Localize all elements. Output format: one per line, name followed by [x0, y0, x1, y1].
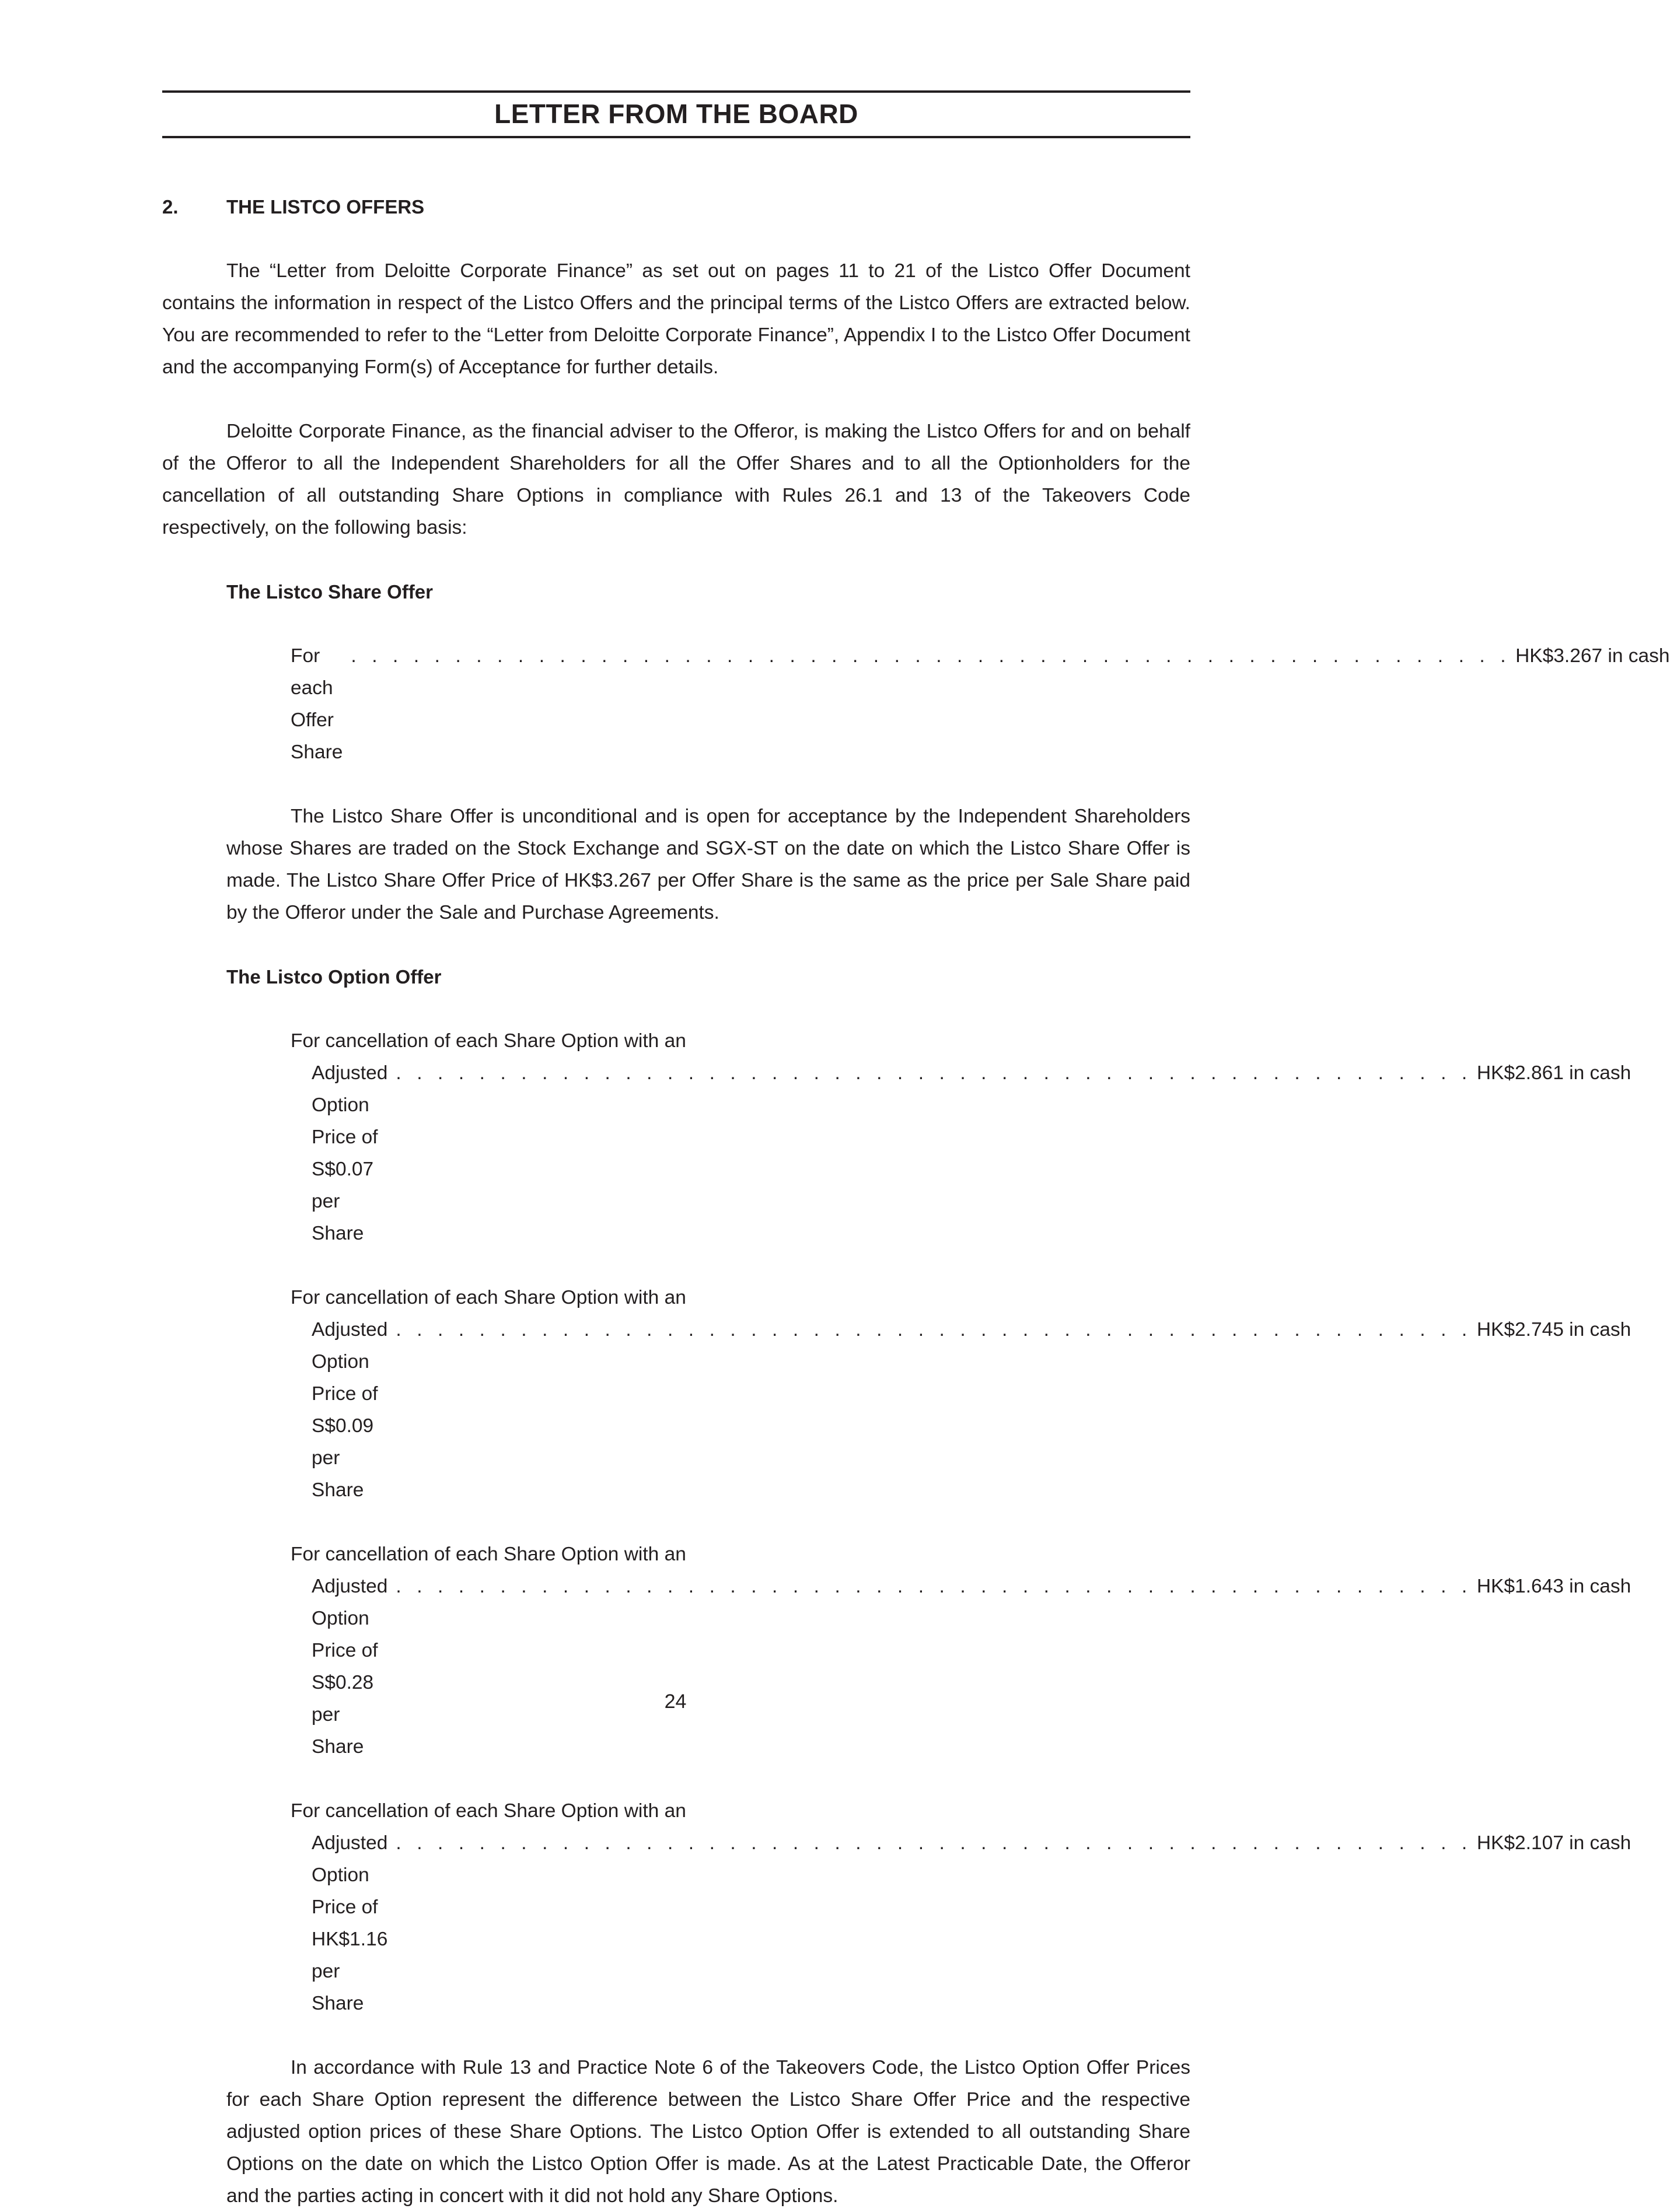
dot-leader: . . . . . . . . . . . . . . . . . . . . . . . . . . . . . . . . . . . . . . . . . . . . . . . . . . . . [396, 1576, 1472, 1597]
intro-paragraph: The “Letter from Deloitte Corporate Finance” as set out on pages 11 to 21 of the Listco Offer Document contains the information in respect of the Listco Offers and the principal terms of the Listco Offers are extracted below. You are recommended to refer to the “Letter from Deloitte Corporate Finance”, Appendix I to the Listco Offer Document and the accompanying Form(s) of Acceptance for further details. [162, 260, 1190, 378]
page-header-title: LETTER FROM THE BOARD [494, 99, 858, 129]
option-row-amount: HK$2.745 in cash [1476, 1319, 1631, 1340]
page-number: 24 [664, 1690, 687, 1713]
option-row-line2 [291, 1314, 1631, 1506]
option-offer-row [291, 1538, 1631, 1763]
dot-leader: . . . . . . . . . . . . . . . . . . . . . . . . . . . . . . . . . . . . . . . . . . . . . . . . . . . . [396, 1319, 1472, 1340]
option-offer-paragraph: In accordance with Rule 13 and Practice Note 6 of the Takeovers Code, the Listco Option Offer Prices for each Share Option represent the difference between the Listco Share Offer Price and the respective adjusted option prices of these Share Options. The Listco Option Offer is extended to all outstanding Share Options on the date on which the Listco Option Offer is made. As at the Latest Practicable Date, the Offeror and the parties acting in concert with it did not hold any Share Options. [226, 2057, 1190, 2207]
option-row-price: Adjusted Option Price of S$0.09 per Share [312, 1319, 388, 1501]
share-offer-amount: HK$3.267 in cash [1515, 645, 1670, 667]
section-title: THE LISTCO OFFERS [226, 196, 425, 218]
dot-leader: . . . . . . . . . . . . . . . . . . . . . . . . . . . . . . . . . . . . . . . . . . . . . . . . . . . . [396, 1062, 1472, 1084]
option-offer-heading: The Listco Option Offer [226, 966, 442, 988]
share-offer-heading: The Listco Share Offer [226, 581, 433, 603]
option-offer-row [291, 1025, 1631, 1250]
option-row-line1: For cancellation of each Share Option with an [291, 1030, 686, 1052]
option-row-price: Adjusted Option Price of S$0.07 per Share [312, 1062, 388, 1244]
share-offer-label: For each Offer Share [291, 645, 343, 763]
header-bottom-rule [162, 136, 1190, 138]
option-row-amount: HK$1.643 in cash [1476, 1576, 1631, 1597]
option-row-amount: HK$2.861 in cash [1476, 1062, 1631, 1084]
dot-leader: . . . . . . . . . . . . . . . . . . . . . . . . . . . . . . . . . . . . . . . . . . . . . . . . . . . . . . . . [351, 645, 1511, 667]
option-row-line1: For cancellation of each Share Option with an [291, 1287, 686, 1308]
option-offer-row [291, 1795, 1631, 2020]
section-heading [162, 191, 1190, 223]
document-page [162, 90, 1670, 2212]
option-row-price: Adjusted Option Price of HK$1.16 per Share [312, 1832, 388, 2014]
option-row-price: Adjusted Option Price of S$0.28 per Share [312, 1576, 388, 1758]
section-number: 2. [162, 196, 179, 218]
option-row-amount: HK$2.107 in cash [1476, 1832, 1631, 1854]
option-row-line2 [291, 1827, 1631, 2020]
share-offer-paragraph: The Listco Share Offer is unconditional and is open for acceptance by the Independent Shareholders whose Shares are traded on the Stock Exchange and SGX-ST on the date on which the Listco Share Offer is made. The Listco Share Offer Price of HK$3.267 per Offer Share is the same as the price per Sale Share paid by the Offeror under the Sale and Purchase Agreements. [226, 806, 1190, 923]
share-offer-row [291, 640, 1670, 768]
option-row-line2 [291, 1570, 1631, 1763]
option-row-line2 [291, 1057, 1631, 1250]
option-row-line1: For cancellation of each Share Option with an [291, 1544, 686, 1565]
option-row-line1: For cancellation of each Share Option with an [291, 1800, 686, 1822]
basis-paragraph: Deloitte Corporate Finance, as the financial adviser to the Offeror, is making the Listco Offers for and on behalf of the Offeror to all the Independent Shareholders for all the Offer Shares and to all the Optionholders for the cancellation of all outstanding Share Options in compliance with Rules 26.1 and 13 of the Takeovers Code respectively, on the following basis: [162, 421, 1190, 538]
dot-leader: . . . . . . . . . . . . . . . . . . . . . . . . . . . . . . . . . . . . . . . . . . . . . . . . . . . . [396, 1832, 1472, 1854]
option-offer-row [291, 1282, 1631, 1506]
